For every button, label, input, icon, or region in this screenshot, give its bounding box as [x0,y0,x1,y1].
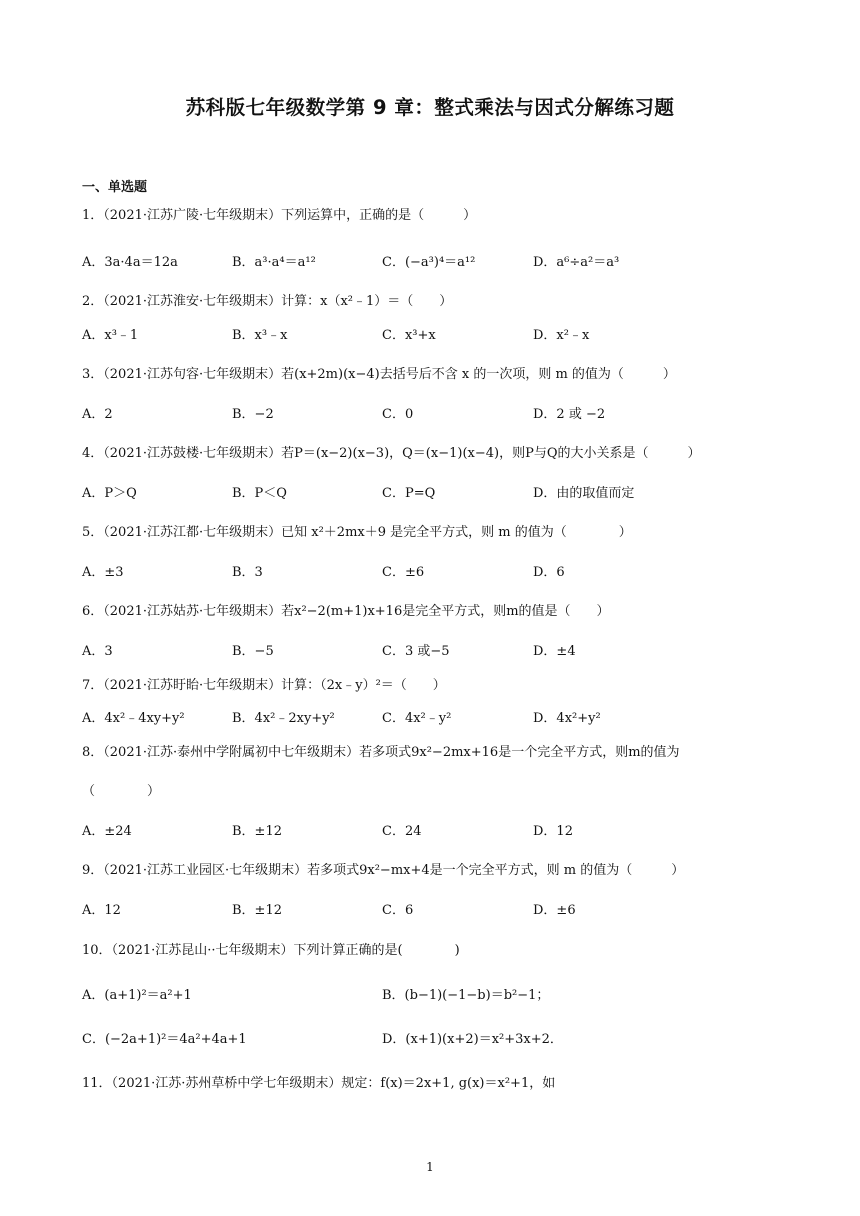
question-10-option-b: B．(b−1)(−1−b)＝b²−1； [382,988,550,1003]
question-4-option-c: C．P=Q [382,486,436,501]
question-11-stem: 11．（2021·江苏·苏州草桥中学七年级期末）规定：f(x)＝2x+1, g(x)＝x²+1，如 [82,1076,556,1091]
question-5-option-a: A．±3 [82,565,124,580]
question-2-option-c: C．x³+x [382,328,436,343]
question-1-option-c: C．(−a³)⁴＝a¹² [382,255,476,270]
question-7-stem: 7．（2021·江苏盱眙·七年级期末）计算：（2x﹣y）²＝（ ） [82,678,446,693]
question-7-option-d: D．4x²+y² [533,711,601,726]
question-8-stem-continuation: （ ） [82,784,161,799]
section-heading: 一、单选题 [82,180,148,195]
question-4-stem: 4．（2021·江苏鼓楼·七年级期末）若P＝(x−2)(x−3)，Q＝(x−1)(x−4)，则P与Q的大小关系是（ ） [82,446,701,461]
question-8-option-a: A．±24 [82,824,132,839]
question-1-stem: 1．（2021·江苏广陵·七年级期末）下列运算中，正确的是（ ） [82,208,477,223]
question-6-option-d: D．±4 [533,644,576,659]
question-2-stem: 2．（2021·江苏淮安·七年级期末）计算：x（x²﹣1）＝（ ） [82,294,453,309]
question-4-option-b: B．P＜Q [232,486,287,501]
question-9-option-d: D．±6 [533,903,576,918]
question-9-option-a: A．12 [82,903,121,918]
question-3-option-d: D．2 或 −2 [533,407,606,422]
question-7-option-a: A．4x²﹣4xy+y² [82,711,185,726]
question-5-stem: 5．（2021·江苏江都·七年级期末）已知 x²＋2mx＋9 是完全平方式，则 m 的值为（ ） [82,525,632,540]
question-10-option-a: A．(a+1)²＝a²+1 [82,988,192,1003]
question-7-option-b: B．4x²﹣2xy+y² [232,711,335,726]
question-4-option-a: A．P＞Q [82,486,137,501]
question-9-option-b: B．±12 [232,903,282,918]
question-6-option-b: B．−5 [232,644,274,659]
question-1-option-b: B．a³·a⁴＝a¹² [232,255,316,270]
question-6-option-c: C．3 或−5 [382,644,450,659]
question-9-stem: 9．（2021·江苏工业园区·七年级期末）若多项式9x²−mx+4是一个完全平方式，则 m 的值为（ ） [82,863,685,878]
question-2-option-d: D．x²﹣x [533,328,590,343]
question-8-stem: 8．（2021·江苏·泰州中学附属初中七年级期末）若多项式9x²−2mx+16是一个完全平方式，则m的值为 [82,745,680,760]
question-3-option-a: A．2 [82,407,113,422]
question-4-option-d: D．由的取值而定 [533,486,635,501]
question-7-option-c: C．4x²﹣y² [382,711,452,726]
question-6-stem: 6．（2021·江苏姑苏·七年级期末）若x²−2(m+1)x+16是完全平方式，则m的值是（ ） [82,604,610,619]
question-9-option-c: C．6 [382,903,414,918]
question-10-option-c: C．(−2a+1)²＝4a²+4a+1 [82,1032,247,1047]
question-2-option-b: B．x³﹣x [232,328,288,343]
question-6-option-a: A．3 [82,644,113,659]
question-3-option-c: C．0 [382,407,414,422]
question-5-option-b: B．3 [232,565,263,580]
question-8-option-b: B．±12 [232,824,282,839]
question-10-stem: 10．（2021·江苏昆山··七年级期末）下列计算正确的是( ) [82,943,460,958]
question-5-option-c: C．±6 [382,565,425,580]
question-8-option-d: D．12 [533,824,573,839]
question-8-option-c: C．24 [382,824,422,839]
question-3-option-b: B．−2 [232,407,274,422]
question-10-option-d: D．(x+1)(x+2)＝x²+3x+2． [382,1032,563,1047]
question-1-option-d: D．a⁶÷a²＝a³ [533,255,620,270]
page-title: 苏科版七年级数学第 9 章：整式乘法与因式分解练习题 [185,96,675,119]
page-number: 1 [426,1160,434,1174]
question-2-option-a: A．x³﹣1 [82,328,139,343]
question-5-option-d: D．6 [533,565,565,580]
question-1-option-a: A．3a·4a＝12a [82,255,178,270]
question-3-stem: 3．（2021·江苏句容·七年级期末）若(x+2m)(x−4)去括号后不含 x 的一次项，则 m 的值为（ ） [82,367,676,382]
